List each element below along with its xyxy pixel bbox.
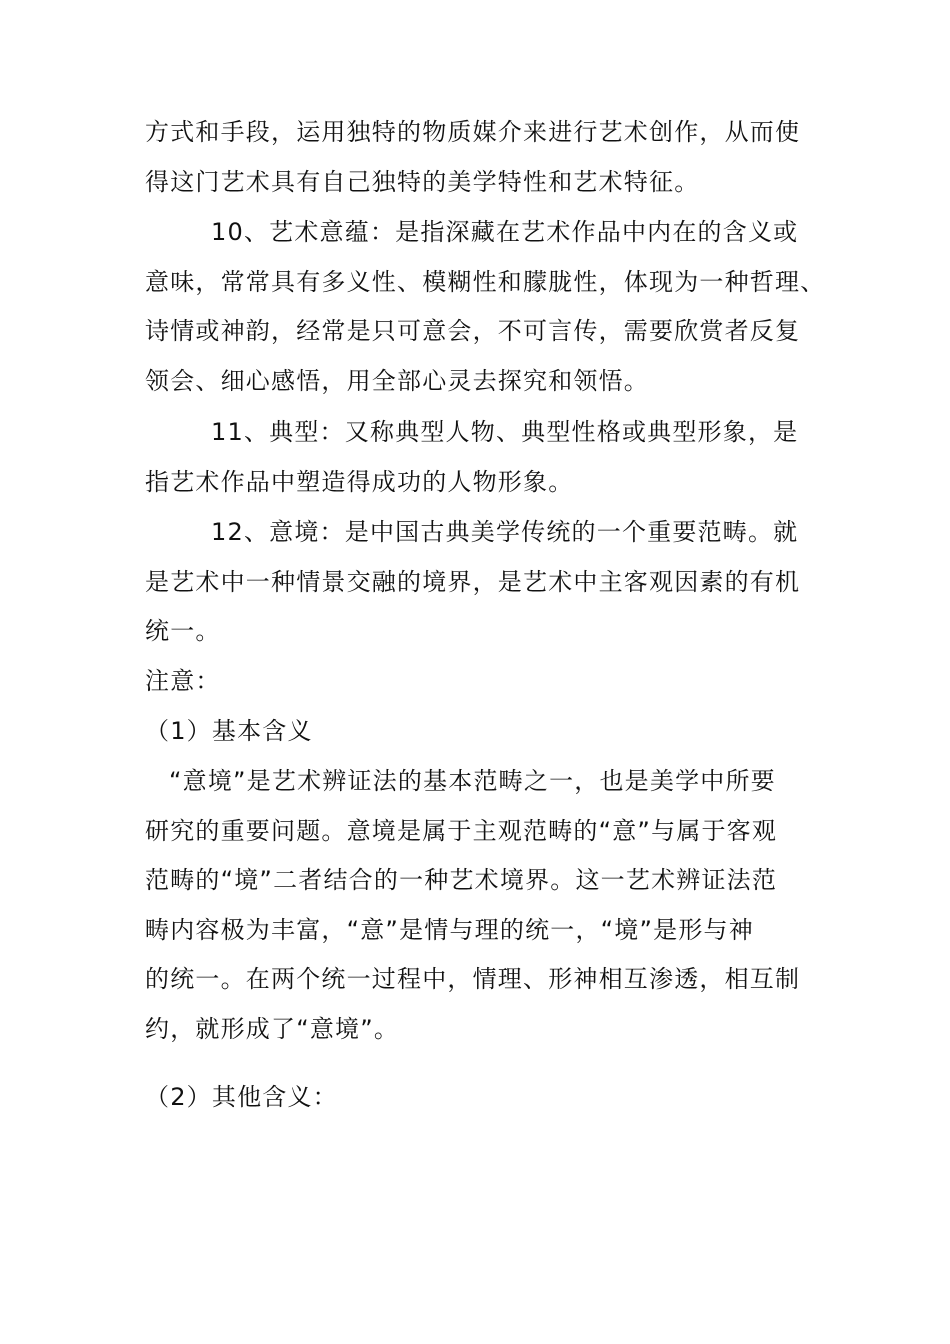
text-line: 10、艺术意蕴：是指深藏在艺术作品中内在的含义或 xyxy=(211,218,799,246)
section-heading: （2）其他含义： xyxy=(145,1083,338,1111)
text-line: 的统一。在两个统一过程中，情理、形神相互渗透，相互制 xyxy=(145,965,801,993)
paragraph-typical xyxy=(145,408,815,507)
paragraph-artistic-conception xyxy=(145,508,815,657)
paragraph-art-connotation xyxy=(145,208,826,406)
text-line: 指艺术作品中塑造得成功的人物形象。 xyxy=(145,467,574,496)
text-line: 得这门艺术具有自己独特的美学特性和艺术特征。 xyxy=(145,167,700,196)
text-line: 畴内容极为丰富，“意”是情与理的统一，“境”是形与神 xyxy=(145,915,754,944)
text-line: 意味，常常具有多义性、模糊性和朦胧性，体现为一种哲理、 xyxy=(145,267,826,296)
text-line: 诗情或神韵，经常是只可意会，不可言传，需要欣赏者反复 xyxy=(145,317,801,345)
text-line: 约，就形成了“意境”。 xyxy=(145,1014,400,1043)
text-line: 11、典型：又称典型人物、典型性格或典型形象，是 xyxy=(211,418,799,446)
text-line: 范畴的“境”二者结合的一种艺术境界。这一艺术辨证法范 xyxy=(145,866,778,894)
section1-block xyxy=(145,707,815,757)
section-heading: （1）基本含义 xyxy=(145,717,313,745)
text-line: 领会、细心感悟，用全部心灵去探究和领悟。 xyxy=(145,366,649,395)
text-line: “意境”是艺术辨证法的基本范畴之一，也是美学中所要 xyxy=(169,767,776,795)
text-line: 方式和手段，运用独特的物质媒介来进行艺术创作，从而使 xyxy=(145,118,801,146)
text-line: 研究的重要问题。意境是属于主观范畴的“意”与属于客观 xyxy=(145,816,778,845)
section1-body xyxy=(145,757,815,1054)
paragraph-continuation xyxy=(145,108,815,207)
text-line: 是艺术中一种情景交融的境界，是艺术中主客观因素的有机 xyxy=(145,567,801,596)
text-line: 统一。 xyxy=(145,617,221,645)
text-line: 12、意境：是中国古典美学传统的一个重要范畴。就 xyxy=(211,518,799,546)
section2-block xyxy=(145,1073,815,1123)
note-block xyxy=(145,657,815,707)
note-label: 注意： xyxy=(145,667,221,695)
